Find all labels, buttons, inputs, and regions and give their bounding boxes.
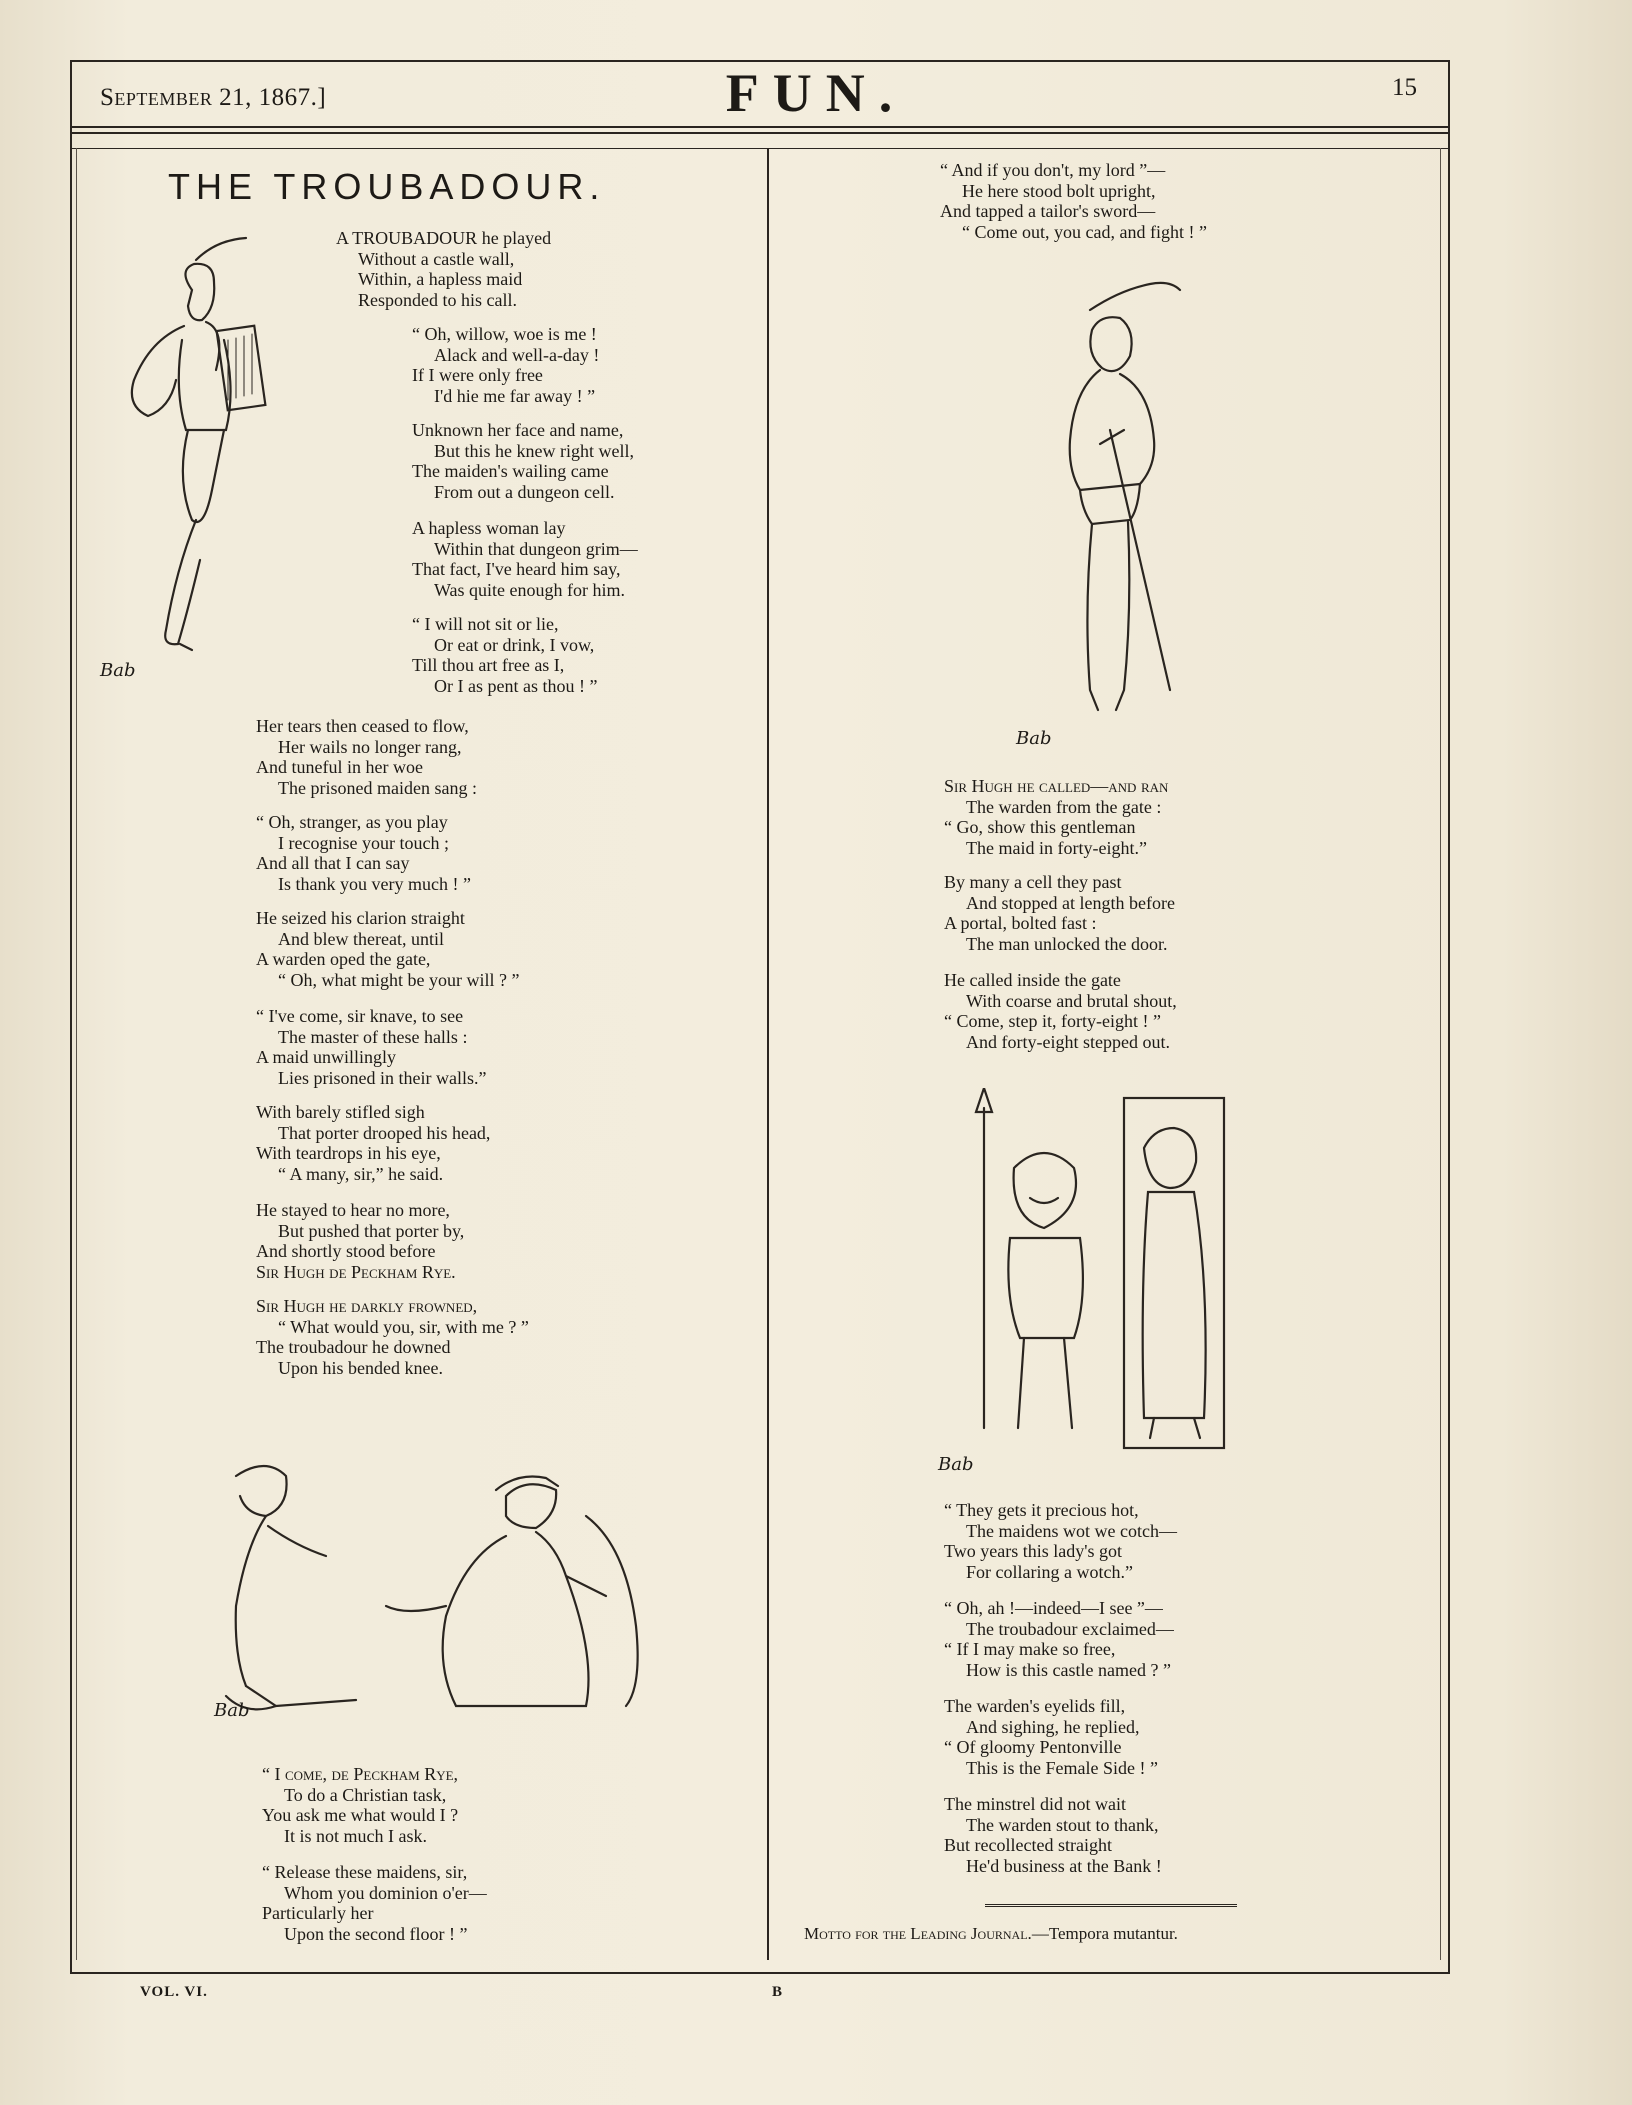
- artist-signature-1: Bab: [100, 660, 136, 681]
- verse-line: The warden's eyelids fill,: [944, 1696, 1126, 1716]
- verse-line: The maid in forty-eight.”: [966, 837, 1147, 858]
- right-margin-rule: [1440, 148, 1441, 1960]
- verse-line: The warden from the gate :: [966, 796, 1162, 817]
- verse-line: With barely stifled sigh: [256, 1102, 425, 1122]
- header-rule-top: [70, 126, 1448, 128]
- verse-line: “ I come, de Peckham Rye,: [262, 1764, 459, 1784]
- verse-line: But recollected straight: [944, 1835, 1112, 1855]
- artist-signature-4: Bab: [938, 1454, 974, 1475]
- verse-line: By many a cell they past: [944, 872, 1122, 892]
- verse-line: He'd business at the Bank !: [966, 1855, 1162, 1876]
- verse-line: But this he knew right well,: [434, 440, 634, 461]
- verse-line: “ Release these maidens, sir,: [262, 1862, 468, 1882]
- verse-line: “ Come out, you cad, and fight ! ”: [962, 221, 1207, 242]
- verse-line: Alack and well-a-day !: [434, 344, 600, 365]
- verse-line: Sir Hugh de Peckham Rye.: [256, 1261, 456, 1282]
- stanza-left-5: [412, 614, 597, 696]
- stanza-left-7: [256, 812, 471, 894]
- verse-line: The master of these halls :: [278, 1026, 468, 1047]
- verse-line: And forty-eight stepped out.: [966, 1031, 1170, 1052]
- verse-line: “ What would you, sir, with me ? ”: [278, 1316, 529, 1337]
- stanza-left-13: [262, 1764, 458, 1846]
- stanza-right-2: [944, 776, 1168, 858]
- verse-line: The troubadour exclaimed—: [966, 1618, 1174, 1639]
- stanza-left-12: [256, 1296, 529, 1378]
- verse-line: The prisoned maiden sang :: [278, 777, 477, 798]
- motto-divider: [985, 1904, 1237, 1909]
- verse-line: Was quite enough for him.: [434, 579, 626, 600]
- verse-line: For collaring a wotch.”: [966, 1561, 1133, 1582]
- verse-line: The maiden's wailing came: [412, 461, 609, 481]
- verse-line: And all that I can say: [256, 853, 410, 873]
- stanza-right-6: [944, 1598, 1174, 1680]
- verse-line: A TROUBADOUR he played: [336, 228, 552, 248]
- header-rule-bottom: [70, 132, 1448, 134]
- verse-line: And sighing, he replied,: [966, 1716, 1140, 1737]
- stanza-left-4: [412, 518, 638, 600]
- verse-line: To do a Christian task,: [284, 1784, 447, 1805]
- verse-line: Is thank you very much ! ”: [278, 873, 471, 894]
- verse-line: The warden stout to thank,: [966, 1814, 1159, 1835]
- stanza-left-2: [412, 324, 599, 406]
- warden-and-prisoner-illustration: [944, 1088, 1244, 1460]
- verse-line: This is the Female Side ! ”: [966, 1757, 1158, 1778]
- verse-line: “ Oh, what might be your will ? ”: [278, 969, 520, 990]
- verse-line: “ Come, step it, forty-eight ! ”: [944, 1011, 1161, 1031]
- verse-line: “ Go, show this gentleman: [944, 817, 1136, 837]
- verse-line: I recognise your touch ;: [278, 832, 449, 853]
- verse-line: Or eat or drink, I vow,: [434, 634, 595, 655]
- artist-signature-3: Bab: [1016, 728, 1052, 749]
- verse-line: The troubadour he downed: [256, 1337, 451, 1357]
- column-divider: [767, 148, 769, 1960]
- troubadour-harp-illustration: [96, 230, 286, 670]
- verse-line: “ They gets it precious hot,: [944, 1500, 1139, 1520]
- verse-line: The minstrel did not wait: [944, 1794, 1126, 1814]
- stanza-left-14: [262, 1862, 487, 1944]
- verse-line: He stayed to hear no more,: [256, 1200, 450, 1220]
- verse-line: “ I've come, sir knave, to see: [256, 1006, 464, 1026]
- stanza-left-9: [256, 1006, 486, 1088]
- verse-line: And blew thereat, until: [278, 928, 444, 949]
- verse-line: “ And if you don't, my lord ”—: [940, 160, 1166, 180]
- verse-line: “ Oh, ah !—indeed—I see ”—: [944, 1598, 1163, 1618]
- verse-line: Sir Hugh he darkly frowned,: [256, 1296, 478, 1316]
- verse-line: He seized his clarion straight: [256, 908, 465, 928]
- verse-line: Or I as pent as thou ! ”: [434, 675, 598, 696]
- stanza-right-4: [944, 970, 1177, 1052]
- verse-line: It is not much I ask.: [284, 1825, 427, 1846]
- verse-line: A warden oped the gate,: [256, 949, 431, 969]
- verse-line: And tapped a tailor's sword—: [940, 201, 1156, 221]
- verse-line: But pushed that porter by,: [278, 1220, 465, 1241]
- verse-line: A portal, bolted fast :: [944, 913, 1097, 933]
- verse-line: And tuneful in her woe: [256, 757, 423, 777]
- motto-label: Motto for the Leading Journal.: [804, 1924, 1032, 1943]
- stanza-right-3: [944, 872, 1175, 954]
- verse-line: Upon the second floor ! ”: [284, 1923, 468, 1944]
- troubadour-kneeling-illustration: [206, 1456, 666, 1726]
- left-margin-rule: [76, 148, 77, 1960]
- verse-line: That porter drooped his head,: [278, 1122, 491, 1143]
- verse-line: Her wails no longer rang,: [278, 736, 462, 757]
- motto-line: [804, 1924, 1178, 1944]
- stanza-right-1: [940, 160, 1207, 242]
- verse-line: Upon his bended knee.: [278, 1357, 443, 1378]
- stanza-right-7: [944, 1696, 1158, 1778]
- stanza-left-6: [256, 716, 477, 798]
- verse-line: Responded to his call.: [358, 289, 517, 310]
- verse-line: Particularly her: [262, 1903, 374, 1923]
- stanza-left-8: [256, 908, 519, 990]
- verse-line: “ If I may make so free,: [944, 1639, 1116, 1659]
- verse-line: Unknown her face and name,: [412, 420, 624, 440]
- motto-text: —Tempora mutantur.: [1031, 1924, 1178, 1943]
- masthead-title: FUN.: [725, 63, 907, 123]
- verse-line: You ask me what would I ?: [262, 1805, 459, 1825]
- stanza-right-8: [944, 1794, 1162, 1876]
- verse-line: “ Oh, stranger, as you play: [256, 812, 448, 832]
- verse-line: Till thou art free as I,: [412, 655, 565, 675]
- verse-line: Two years this lady's got: [944, 1541, 1122, 1561]
- troubadour-sword-illustration: [1020, 270, 1200, 750]
- verse-line: “ Oh, willow, woe is me !: [412, 324, 597, 344]
- verse-line: “ A many, sir,” he said.: [278, 1163, 444, 1184]
- verse-line: A maid unwillingly: [256, 1047, 397, 1067]
- verse-line: “ I will not sit or lie,: [412, 614, 559, 634]
- verse-line: Without a castle wall,: [358, 248, 515, 269]
- stanza-left-3: [412, 420, 634, 502]
- stanza-right-5: [944, 1500, 1177, 1582]
- verse-line: He called inside the gate: [944, 970, 1121, 990]
- verse-line: I'd hie me far away ! ”: [434, 385, 596, 406]
- verse-line: Within, a hapless maid: [358, 269, 523, 289]
- verse-line: Whom you dominion o'er—: [284, 1882, 487, 1903]
- verse-line: A hapless woman lay: [412, 518, 566, 538]
- verse-line: With coarse and brutal shout,: [966, 990, 1177, 1011]
- verse-line: With teardrops in his eye,: [256, 1143, 441, 1163]
- verse-line: From out a dungeon cell.: [434, 481, 615, 502]
- volume-label: VOL. VI.: [140, 1984, 208, 2000]
- signature-mark: B: [772, 1984, 784, 2000]
- page-number: 15: [1392, 74, 1417, 101]
- verse-line: How is this castle named ? ”: [966, 1659, 1171, 1680]
- verse-line: And stopped at length before: [966, 892, 1175, 913]
- verse-line: Her tears then ceased to flow,: [256, 716, 469, 736]
- verse-line: Sir Hugh he called—and ran: [944, 776, 1169, 796]
- verse-line: If I were only free: [412, 365, 543, 385]
- verse-line: Lies prisoned in their walls.”: [278, 1067, 487, 1088]
- header-rule-inner: [70, 148, 1448, 149]
- verse-line: And shortly stood before: [256, 1241, 436, 1261]
- stanza-left-10: [256, 1102, 490, 1184]
- issue-date: September 21, 1867.]: [100, 84, 327, 111]
- artist-signature-2: Bab: [214, 1700, 250, 1721]
- verse-line: The man unlocked the door.: [966, 933, 1168, 954]
- stanza-left-1: [336, 228, 551, 310]
- poem-title: THE TROUBADOUR.: [168, 166, 606, 207]
- verse-line: “ Of gloomy Pentonville: [944, 1737, 1122, 1757]
- verse-line: That fact, I've heard him say,: [412, 559, 621, 579]
- verse-line: The maidens wot we cotch—: [966, 1520, 1177, 1541]
- verse-line: Within that dungeon grim—: [434, 538, 638, 559]
- verse-line: He here stood bolt upright,: [962, 180, 1156, 201]
- stanza-left-11: [256, 1200, 464, 1282]
